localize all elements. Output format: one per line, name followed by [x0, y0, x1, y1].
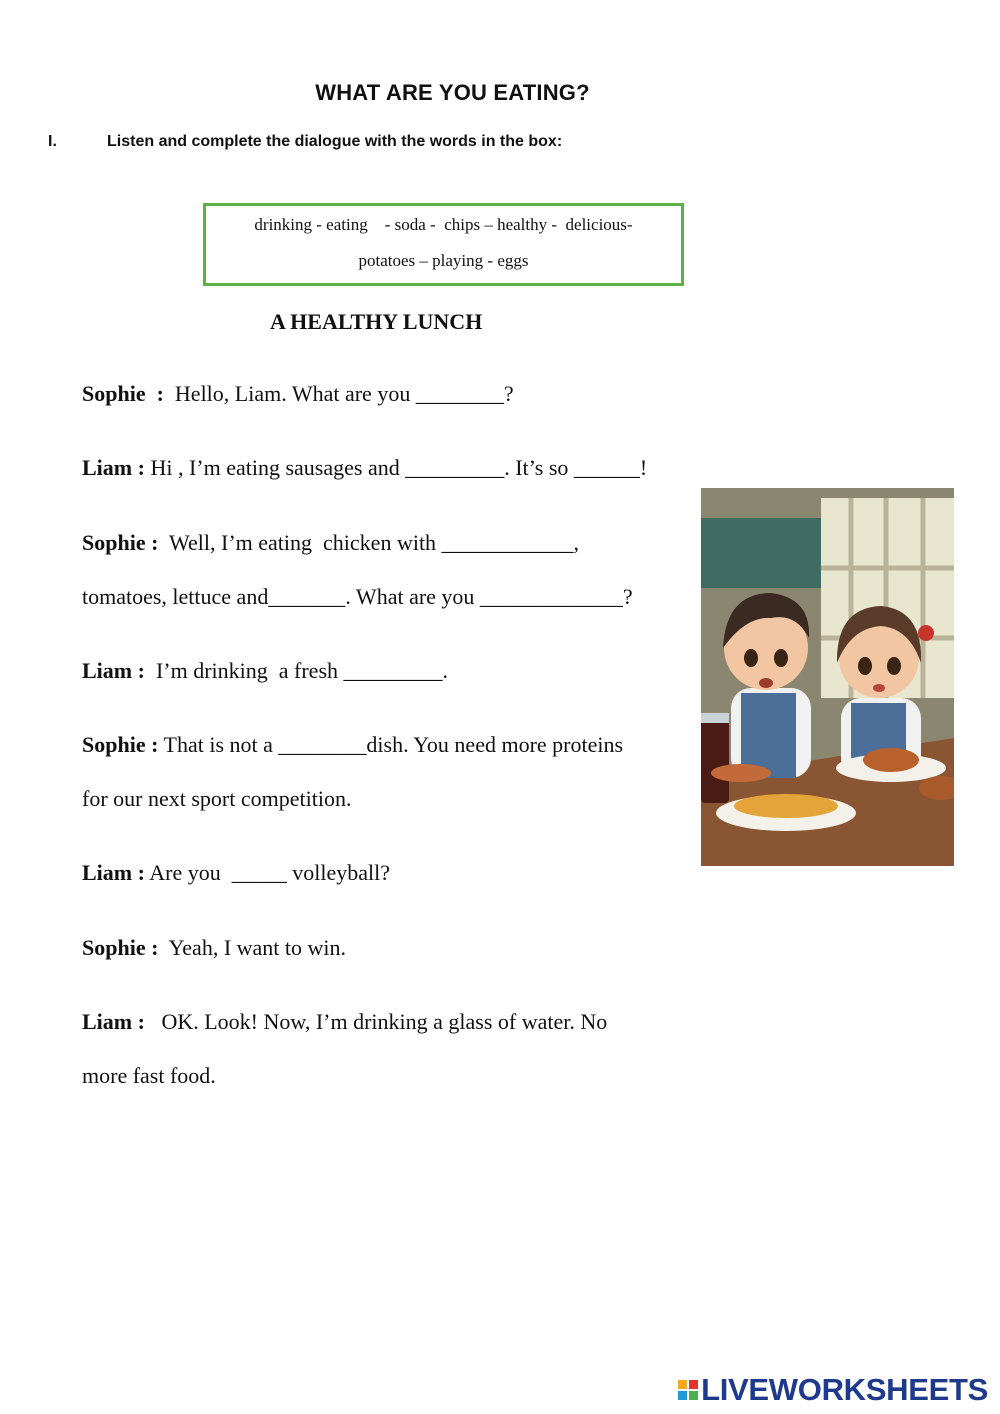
dialogue-line	[82, 1063, 216, 1089]
dialogue-line	[82, 786, 351, 812]
line-text: Yeah, I want to win.	[158, 935, 347, 960]
speaker: Sophie :	[82, 530, 159, 555]
word-box-line-1: drinking - eating - soda - chips – healthy - delicious-	[254, 215, 633, 234]
speaker: Liam :	[82, 455, 145, 480]
instruction-number: I.	[48, 133, 57, 150]
dialogue-line	[82, 584, 633, 610]
worksheet-title: WHAT ARE YOU EATING?	[315, 80, 590, 105]
line-text: That is not a ________dish. You need more proteins	[158, 732, 624, 757]
line-text: for our next sport competition.	[82, 786, 352, 811]
dialogue-line	[82, 658, 448, 684]
children-eating-illustration	[701, 488, 954, 866]
instruction-text: Listen and complete the dialogue with the words in the box:	[107, 133, 563, 150]
line-text: tomatoes, lettuce and_______. What are you _____________?	[82, 584, 633, 609]
speaker: Liam :	[82, 1009, 145, 1034]
line-text: Hello, Liam. What are you ________?	[163, 381, 514, 406]
liveworksheets-logo	[678, 1372, 988, 1408]
logo-mark-icon	[678, 1380, 698, 1400]
dialogue-line	[82, 455, 647, 481]
logo-text: LIVEWORKSHEETS	[701, 1372, 988, 1407]
line-text: Well, I’m eating chicken with ____________,	[158, 530, 580, 555]
speaker: Liam :	[82, 860, 145, 885]
dialogue-line	[82, 381, 514, 407]
dialogue-line	[82, 935, 346, 961]
illustration-art	[701, 488, 954, 866]
dialogue-line	[82, 732, 623, 758]
dialogue-title: A HEALTHY LUNCH	[270, 309, 483, 334]
dialogue-line	[82, 860, 390, 886]
speaker: Sophie :	[82, 935, 159, 960]
speaker: Liam :	[82, 658, 145, 683]
line-text: I’m drinking a fresh _________.	[144, 658, 449, 683]
word-box-line-2: potatoes – playing - eggs	[358, 251, 529, 270]
dialogue-line	[82, 530, 579, 556]
dialogue-line	[82, 1009, 607, 1035]
line-text: OK. Look! Now, I’m drinking a glass of water. No	[144, 1009, 608, 1034]
speaker: Sophie :	[82, 381, 164, 406]
speaker: Sophie :	[82, 732, 159, 757]
line-text: more fast food.	[82, 1063, 216, 1088]
line-text: Hi , I’m eating sausages and _________. It’s so ______!	[144, 455, 648, 480]
line-text: Are you _____ volleyball?	[144, 860, 390, 885]
word-box	[203, 203, 684, 286]
